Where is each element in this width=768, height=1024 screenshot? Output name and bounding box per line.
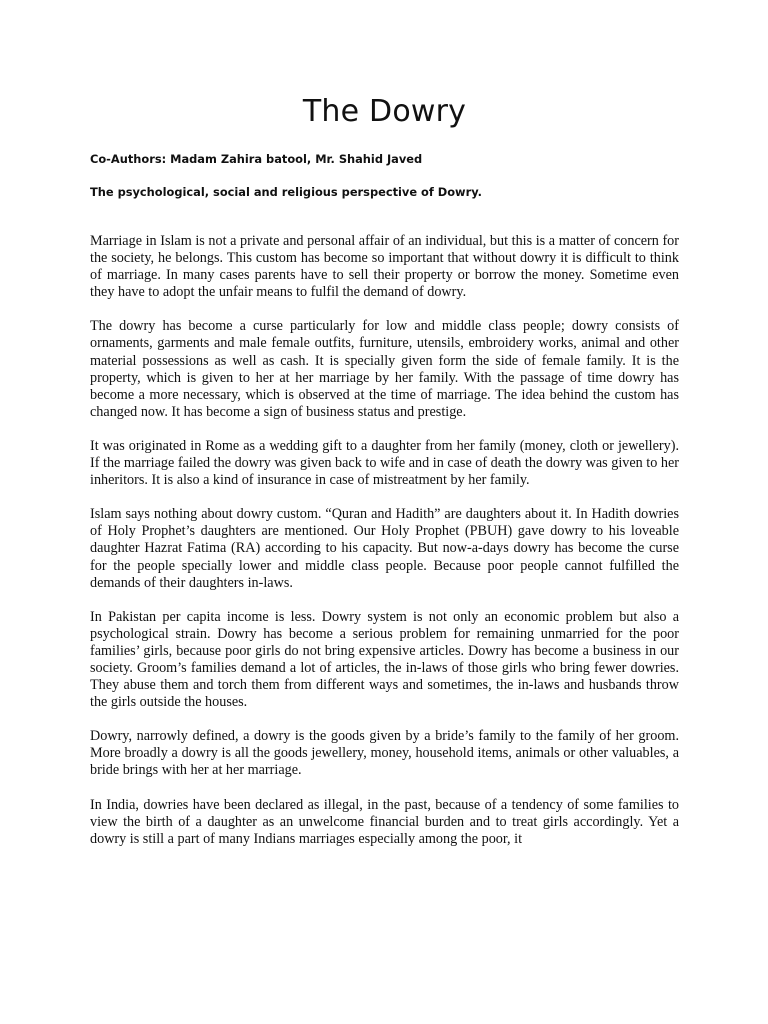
page-title: The Dowry	[302, 94, 467, 129]
paragraph-6: Dowry, narrowly defined, a dowry is the goods given by a bride’s family to the family of her groom. More broadly a dowry is all the goods jewellery, money, household items, animals or other valuables, a bride brings with her at her marriage.	[90, 728, 679, 779]
paragraph-3: It was originated in Rome as a wedding gift to a daughter from her family (money, cloth or jewellery). If the marriage failed the dowry was given back to wife and in case of death the dowry was given to her inheritors. It is also a kind of insurance in case of mistreatment by her family.	[90, 437, 679, 489]
document-subtitle: The psychological, social and religious perspective of Dowry.	[90, 185, 482, 199]
paragraph-2: The dowry has become a curse particularly for low and middle class people; dowry consists of ornaments, garments and male female outfits, furniture, utensils, embroidery works, animal and other material possessions as well as cash. It is specially given form the side of female family. It is the property, which is given to her at her marriage by her family. With the passage of time dowry has become a more necessary, which is observed at the time of marriage. The idea behind the custom has changed now. It has become a sign of business status and prestige.	[90, 318, 679, 420]
body-text	[90, 233, 679, 865]
paragraph-1: Marriage in Islam is not a private and personal affair of an individual, but this is a matter of concern for the society, he belongs. This custom has become so important that without dowry it is difficult to think of marriage. In many cases parents have to sell their property or borrow the money. Sometime even they have to adopt the unfair means to fulfil the demand of dowry.	[90, 233, 679, 301]
paragraph-7: In India, dowries have been declared as illegal, in the past, because of a tendency of some families to view the birth of a daughter as an unwelcome financial burden and to treat girls accordingly. Yet a dowry is still a part of many Indians marriages especially among the poor, it	[90, 796, 679, 847]
paragraph-5: In Pakistan per capita income is less. Dowry system is not only an economic problem but also a psychological strain. Dowry has become a serious problem for remaining unmarried for the poor families’ girls, because poor girls do not bring expensive articles. Dowry has become a business in our society. Groom’s families demand a lot of articles, the in-laws of those girls who bring fewer dowries. They abuse them and torch them from different ways and sometimes, the in-laws and husbands throw the girls outside the houses.	[90, 608, 679, 711]
co-authors-line: Co-Authors: Madam Zahira batool, Mr. Shahid Javed	[90, 152, 423, 166]
paragraph-4: Islam says nothing about dowry custom. “Quran and Hadith” are daughters about it. In Hadith dowries of Holy Prophet’s daughters are mentioned. Our Holy Prophet (PBUH) gave dowry to his loveable daughter Hazrat Fatima (RA) according to his capacity. But now-a-days dowry has become the curse for the people specially lower and middle class people. Because poor people cannot fulfilled the demands of their daughters in-laws.	[90, 506, 679, 591]
